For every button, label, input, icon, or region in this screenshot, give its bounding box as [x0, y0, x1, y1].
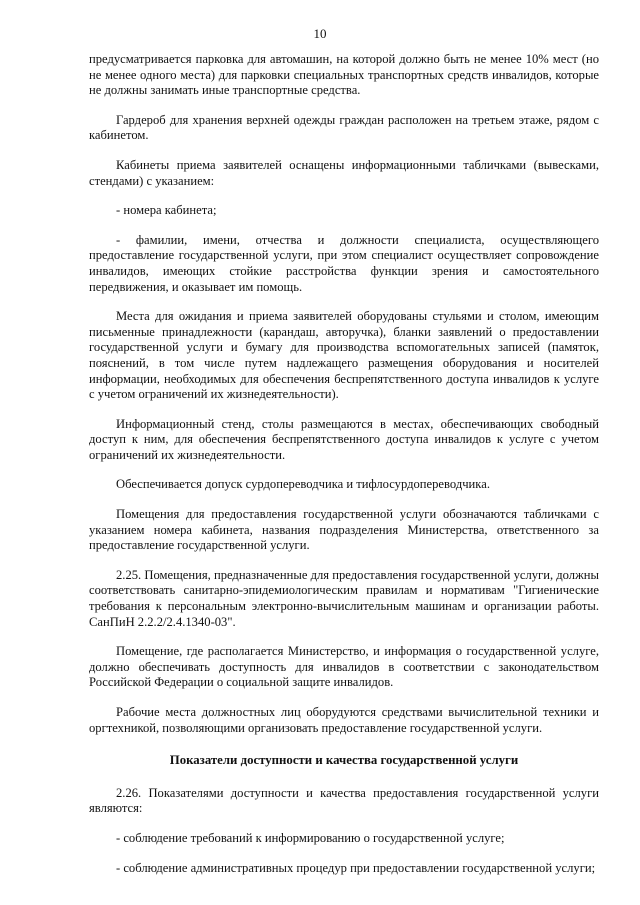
- paragraph-interpreter: Обеспечивается допуск сурдопереводчика и тифлосурдопереводчика.: [116, 477, 490, 492]
- paragraph-2-26: 2.26. Показателями доступности и качества предоставления государственной услуги являются:: [89, 785, 599, 816]
- paragraph-parking: предусматривается парковка для автомашин, на которой должно быть не менее 10% мест (но не менее одного места) для парковки специальных транспортных средств инвалидов, которые не должны занимать иные транспортные средства.: [89, 52, 599, 98]
- paragraph-workplaces: Рабочие места должностных лиц оборудуются средствами вычислительной техники и оргтехникой, позволяющими организовать предоставление государственной услуги.: [89, 705, 599, 735]
- list-item-specialist-name: - фамилии, имени, отчества и должности специалиста, осуществляющего предоставление государственной услуги, при этом специалист осуществляет сопровождение инвалидов, имеющих стойкие расстройства функции зрения и самостоятельного передвижения, и оказывает им помощь.: [89, 232, 599, 294]
- paragraph-wardrobe: Гардероб для хранения верхней одежды граждан расположен на третьем этаже, рядом с кабинетом.: [89, 112, 599, 143]
- list-item-admin-procedures: - соблюдение административных процедур при предоставлении государственной услуги;: [116, 860, 596, 875]
- paragraph-waiting-places: Места для ожидания и приема заявителей оборудованы стульями и столом, имеющим письменные принадлежности (карандаш, авторучка), бланки заявлений о предоставлении государственной услуги и бумагу для производства вспомогательных записей (памяток, пояснений, в том числе путем надлежащего размещения оборудования и носителей информации, необходимых для обеспечения беспрепятственного доступа инвалидов к услуге с учетом ограничений их жизнедеятельности).: [89, 309, 599, 402]
- paragraph-ministry-accessibility: Помещение, где располагается Министерство, и информация о государственной услуге, должно обеспечивать доступность для инвалидов в соответствии с законодательством Российской Федерации о социальной защите инвалидов.: [89, 644, 599, 690]
- paragraph-info-stand: Информационный стенд, столы размещаются в местах, обеспечивающих свободный доступ к ним, для обеспечения беспрепятственного доступа инвалидов к услуге с учетом ограничений их жизнедеятельности.: [89, 416, 599, 462]
- section-heading: Показатели доступности и качества государственной услуги: [169, 753, 519, 768]
- list-item-info-requirements: - соблюдение требований к информированию о государственной услуге;: [116, 830, 505, 845]
- page-number: 10: [313, 26, 327, 41]
- paragraph-cabinet-signs: Кабинеты приема заявителей оснащены информационными табличками (вывесками, стендами) с указанием:: [89, 157, 599, 188]
- list-item-cabinet-number: - номера кабинета;: [116, 203, 217, 218]
- document-body: [89, 52, 599, 876]
- paragraph-premises-signs: Помещения для предоставления государственной услуги обозначаются табличками с указанием номера кабинета, названия подразделения Министерства, ответственного за предоставление государственной услуги.: [89, 507, 599, 553]
- paragraph-2-25: 2.25. Помещения, предназначенные для предоставления государственной услуги, должны соответствовать санитарно-эпидемиологическим правилам и нормативам "Гигиенические требования к персональным электронно-вычислительным машинам и организации работы. СанПиН 2.2.2/2.4.1340-03".: [89, 567, 599, 629]
